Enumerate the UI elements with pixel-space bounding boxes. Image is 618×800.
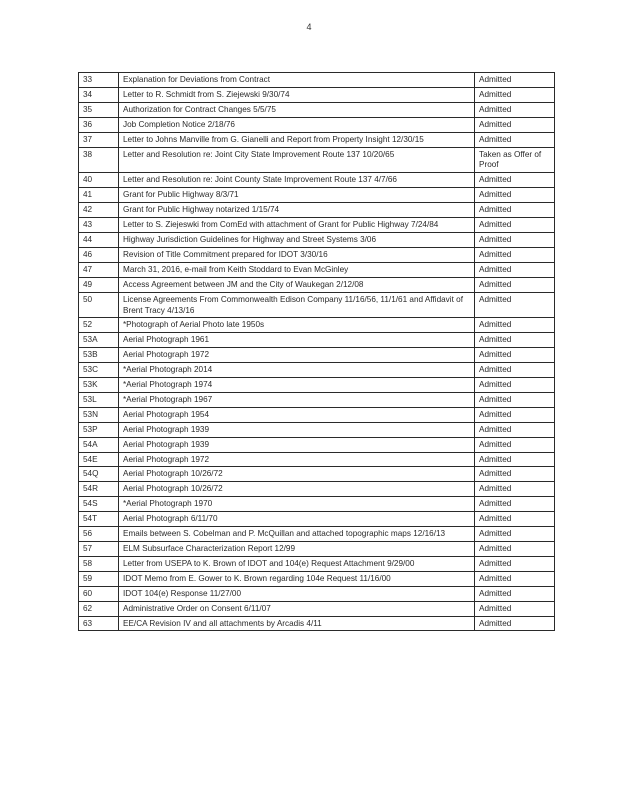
exhibit-number-cell: 42 [79,203,119,218]
exhibit-description-cell: Aerial Photograph 10/26/72 [119,482,475,497]
exhibit-description-cell: Access Agreement between JM and the City of Waukegan 2/12/08 [119,277,475,292]
exhibit-description-cell: EE/CA Revision IV and all attachments by Arcadis 4/11 [119,616,475,631]
exhibit-number-cell: 60 [79,586,119,601]
exhibit-status-cell: Admitted [475,437,555,452]
exhibit-status-cell: Admitted [475,87,555,102]
exhibit-description-cell: Letter to R. Schmidt from S. Ziejewski 9/30/74 [119,87,475,102]
table-row [79,392,555,407]
table-row [79,147,555,173]
table-row [79,363,555,378]
exhibit-number-cell: 54E [79,452,119,467]
exhibit-status-cell: Admitted [475,318,555,333]
exhibit-number-cell: 63 [79,616,119,631]
exhibit-status-cell: Admitted [475,378,555,393]
table-row [79,218,555,233]
exhibit-status-cell: Admitted [475,292,555,318]
table-row [79,73,555,88]
table-row [79,132,555,147]
table-row [79,556,555,571]
table-row [79,318,555,333]
table-row [79,203,555,218]
table-row [79,497,555,512]
exhibit-description-cell: Highway Jurisdiction Guidelines for Highway and Street Systems 3/06 [119,232,475,247]
exhibit-number-cell: 40 [79,173,119,188]
exhibit-description-cell: Aerial Photograph 1954 [119,407,475,422]
exhibit-description-cell: *Aerial Photograph 2014 [119,363,475,378]
page-number: 4 [306,22,312,32]
exhibit-description-cell: Grant for Public Highway 8/3/71 [119,188,475,203]
exhibit-status-cell: Admitted [475,601,555,616]
exhibit-status-cell: Admitted [475,392,555,407]
exhibit-number-cell: 57 [79,542,119,557]
exhibit-number-cell: 53P [79,422,119,437]
exhibit-status-cell: Admitted [475,262,555,277]
table-row [79,452,555,467]
exhibit-number-cell: 41 [79,188,119,203]
table-row [79,277,555,292]
exhibit-number-cell: 54S [79,497,119,512]
exhibit-number-cell: 53C [79,363,119,378]
exhibit-number-cell: 34 [79,87,119,102]
exhibit-number-cell: 54T [79,512,119,527]
exhibit-description-cell: *Aerial Photograph 1970 [119,497,475,512]
table-row [79,348,555,363]
exhibit-description-cell: Aerial Photograph 6/11/70 [119,512,475,527]
table-row [79,262,555,277]
table-row [79,542,555,557]
exhibit-description-cell: Aerial Photograph 1939 [119,437,475,452]
exhibit-table-body [79,73,555,631]
exhibit-status-cell: Admitted [475,232,555,247]
table-row [79,247,555,262]
exhibit-status-cell: Admitted [475,132,555,147]
exhibit-status-cell: Admitted [475,102,555,117]
exhibit-status-cell: Admitted [475,117,555,132]
table-row [79,467,555,482]
exhibit-number-cell: 52 [79,318,119,333]
exhibit-status-cell: Admitted [475,586,555,601]
exhibit-description-cell: Letter to S. Ziejeswki from ComEd with attachment of Grant for Public Highway 7/24/84 [119,218,475,233]
exhibit-description-cell: Grant for Public Highway notarized 1/15/74 [119,203,475,218]
exhibit-status-cell: Admitted [475,407,555,422]
exhibit-number-cell: 54A [79,437,119,452]
table-row [79,232,555,247]
exhibit-status-cell: Admitted [475,512,555,527]
exhibit-number-cell: 58 [79,556,119,571]
table-row [79,437,555,452]
table-row [79,173,555,188]
exhibit-number-cell: 38 [79,147,119,173]
exhibit-description-cell: License Agreements From Commonwealth Edison Company 11/16/56, 11/1/61 and Affidavit of Brent Tracy 4/13/16 [119,292,475,318]
exhibit-number-cell: 53L [79,392,119,407]
exhibit-number-cell: 43 [79,218,119,233]
exhibit-description-cell: Aerial Photograph 1972 [119,348,475,363]
exhibit-status-cell: Admitted [475,73,555,88]
exhibit-description-cell: Explanation for Deviations from Contract [119,73,475,88]
exhibit-number-cell: 50 [79,292,119,318]
exhibit-description-cell: Aerial Photograph 1939 [119,422,475,437]
exhibit-status-cell: Admitted [475,497,555,512]
exhibit-number-cell: 36 [79,117,119,132]
exhibit-status-cell: Admitted [475,467,555,482]
exhibit-status-cell: Admitted [475,348,555,363]
exhibit-status-cell: Admitted [475,363,555,378]
table-row [79,292,555,318]
exhibit-number-cell: 54R [79,482,119,497]
exhibit-number-cell: 53B [79,348,119,363]
exhibit-description-cell: Emails between S. Cobelman and P. McQuillan and attached topographic maps 12/16/13 [119,527,475,542]
table-row [79,482,555,497]
exhibit-number-cell: 46 [79,247,119,262]
exhibit-number-cell: 47 [79,262,119,277]
table-row [79,117,555,132]
exhibit-number-cell: 49 [79,277,119,292]
exhibit-description-cell: Aerial Photograph 1961 [119,333,475,348]
exhibit-table [78,72,555,631]
table-row [79,571,555,586]
exhibit-number-cell: 53N [79,407,119,422]
table-row [79,407,555,422]
exhibit-description-cell: ELM Subsurface Characterization Report 12/99 [119,542,475,557]
table-row [79,512,555,527]
exhibit-status-cell: Taken as Offer of Proof [475,147,555,173]
exhibit-number-cell: 62 [79,601,119,616]
table-row [79,422,555,437]
table-row [79,333,555,348]
exhibit-status-cell: Admitted [475,333,555,348]
exhibit-number-cell: 35 [79,102,119,117]
exhibit-description-cell: March 31, 2016, e-mail from Keith Stoddard to Evan McGinley [119,262,475,277]
exhibit-description-cell: IDOT 104(e) Response 11/27/00 [119,586,475,601]
exhibit-number-cell: 54Q [79,467,119,482]
exhibit-description-cell: Job Completion Notice 2/18/76 [119,117,475,132]
exhibit-description-cell: *Aerial Photograph 1967 [119,392,475,407]
exhibit-description-cell: Revision of Title Commitment prepared for IDOT 3/30/16 [119,247,475,262]
table-row [79,378,555,393]
exhibit-description-cell: Letter and Resolution re: Joint City State Improvement Route 137 10/20/65 [119,147,475,173]
exhibit-status-cell: Admitted [475,616,555,631]
table-row [79,87,555,102]
exhibit-status-cell: Admitted [475,482,555,497]
exhibit-status-cell: Admitted [475,542,555,557]
exhibit-description-cell: Aerial Photograph 1972 [119,452,475,467]
exhibit-status-cell: Admitted [475,247,555,262]
table-row [79,616,555,631]
table-row [79,102,555,117]
table-row [79,527,555,542]
exhibit-status-cell: Admitted [475,173,555,188]
exhibit-description-cell: Administrative Order on Consent 6/11/07 [119,601,475,616]
exhibit-status-cell: Admitted [475,218,555,233]
exhibit-description-cell: IDOT Memo from E. Gower to K. Brown regarding 104e Request 11/16/00 [119,571,475,586]
exhibit-description-cell: *Photograph of Aerial Photo late 1950s [119,318,475,333]
exhibit-status-cell: Admitted [475,452,555,467]
exhibit-number-cell: 44 [79,232,119,247]
exhibit-status-cell: Admitted [475,422,555,437]
exhibit-description-cell: Letter from USEPA to K. Brown of IDOT and 104(e) Request Attachment 9/29/00 [119,556,475,571]
exhibit-description-cell: Letter to Johns Manville from G. Gianelli and Report from Property Insight 12/30/15 [119,132,475,147]
exhibit-number-cell: 53A [79,333,119,348]
exhibit-number-cell: 59 [79,571,119,586]
exhibit-status-cell: Admitted [475,571,555,586]
exhibit-status-cell: Admitted [475,188,555,203]
table-row [79,188,555,203]
table-row [79,601,555,616]
exhibit-number-cell: 37 [79,132,119,147]
exhibit-description-cell: Aerial Photograph 10/26/72 [119,467,475,482]
table-row [79,586,555,601]
exhibit-description-cell: Authorization for Contract Changes 5/5/75 [119,102,475,117]
exhibit-description-cell: *Aerial Photograph 1974 [119,378,475,393]
exhibit-status-cell: Admitted [475,527,555,542]
exhibit-number-cell: 53K [79,378,119,393]
exhibit-description-cell: Letter and Resolution re: Joint County State Improvement Route 137 4/7/66 [119,173,475,188]
exhibit-status-cell: Admitted [475,203,555,218]
exhibit-number-cell: 33 [79,73,119,88]
exhibit-number-cell: 56 [79,527,119,542]
exhibit-status-cell: Admitted [475,556,555,571]
exhibit-status-cell: Admitted [475,277,555,292]
